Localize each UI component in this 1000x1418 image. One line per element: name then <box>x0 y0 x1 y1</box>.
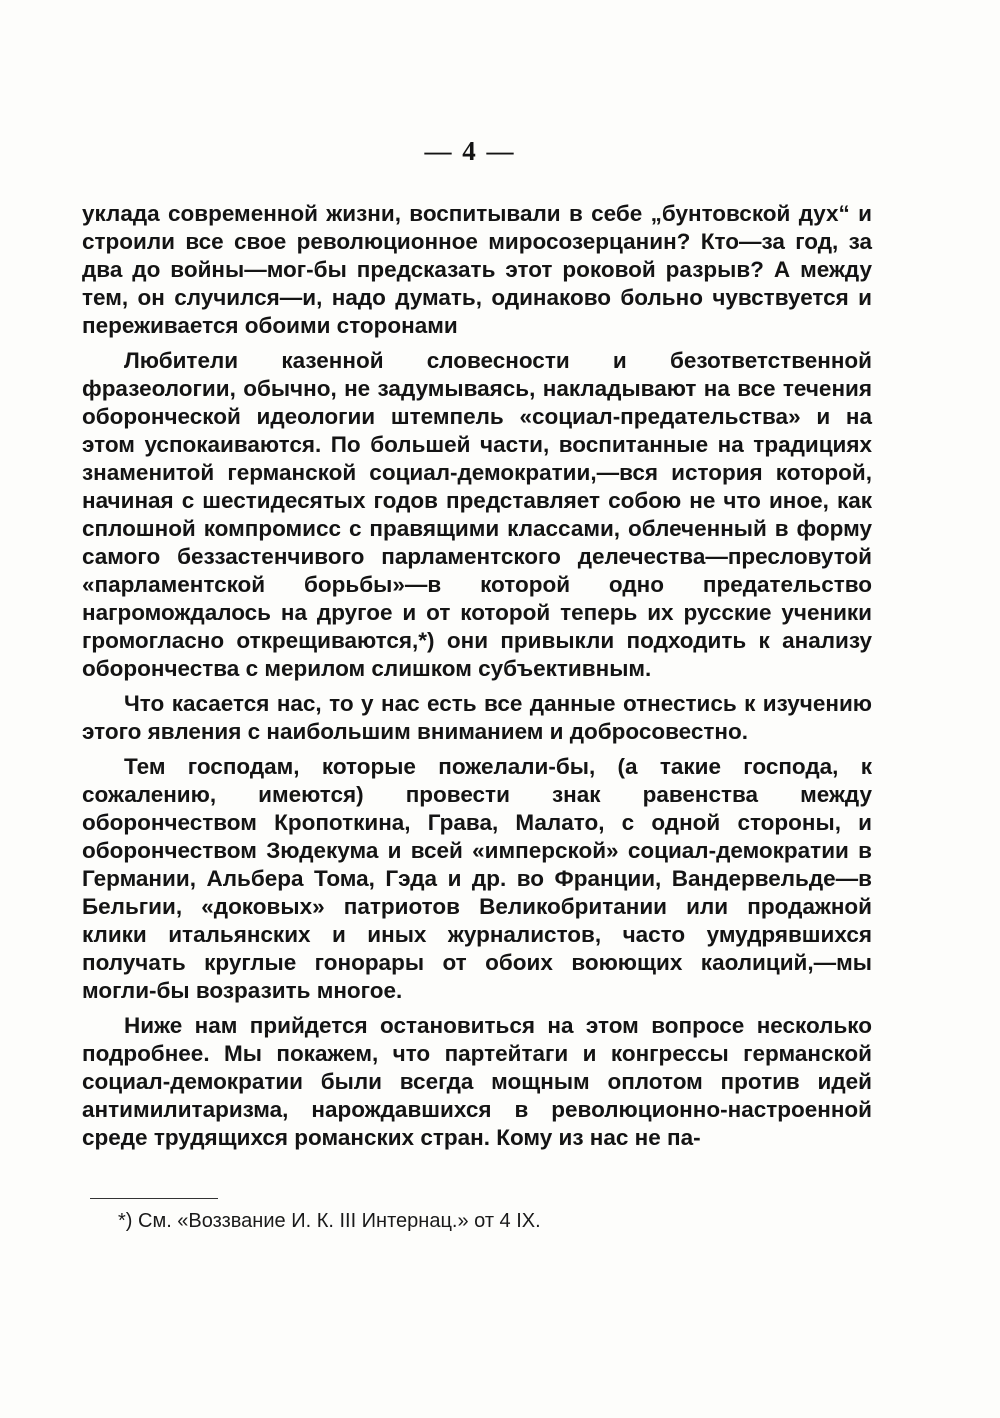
paragraph-5: Ниже нам прийдется остановиться на этом вопросе несколько подробнее. Мы покажем, что партейтаги и конгрессы германской социал-демократии были всегда мощным оплотом против идей антимилитаризма, нарождавшихся в революционно-настроенной среде трудящихся романских стран. Кому из нас не па- <box>82 1013 872 1150</box>
page-number: — 4 — <box>424 136 516 166</box>
paragraph-2: Любители казенной словесности и безответственной фразеологии, обычно, не задумываясь, накладывают на все течения оборонческой идеологии штемпель «социал-предательства» и на этом успокаиваются. По большей части, воспитанные на традициях знаменитой германской социал-демократии,—вся история которой, начиная с шестидесятых годов представляет собою не что иное, как сплошной компромисс с правящими классами, облеченный в форму самого беззастенчивого парламентского делечества—пресловутой «парламентской борьбы»—в которой одно предательство нагромождалось на другое и от которой теперь их русские ученики громогласно открещиваются,*) они привыкли подходить к анализу оборончества с мерилом слишком субъективным. <box>82 348 872 681</box>
paragraph-3: Что касается нас, то у нас есть все данные отнестись к изучению этого явления с наибольшим вниманием и добросовестно. <box>82 691 872 744</box>
paragraph-1: уклада современной жизни, воспитывали в себе „бунтовской дух“ и строили все свое революционное миросозерцанин? Кто—за год, за два до войны—мог-бы предсказать этот роковой разрыв? А между тем, он случился—и, надо думать, одинаково больно чувствуется и переживается обоими сторонами <box>82 201 872 338</box>
footnote-divider <box>90 1198 218 1199</box>
footnote: *) См. «Воззвание И. К. III Интернац.» от 4 IX. <box>118 1210 541 1232</box>
paragraph-4: Тем господам, которые пожелали-бы, (а такие господа, к сожалению, имеются) провести знак равенства между оборончеством Кропоткина, Грава, Малато, с одной стороны, и оборончеством Зюдекума и всей «имперской» социал-демократии в Германии, Альбера Тома, Гэда и др. во Франции, Вандервельде—в Бельгии, «доковых» патриотов Великобритании или продажной клики итальянских и иных журналистов, часто умудрявшихся получать круглые гонорары от обоих воюющих каолиций,—мы могли-бы возразить многое. <box>82 754 872 1003</box>
body-text <box>82 200 872 1159</box>
